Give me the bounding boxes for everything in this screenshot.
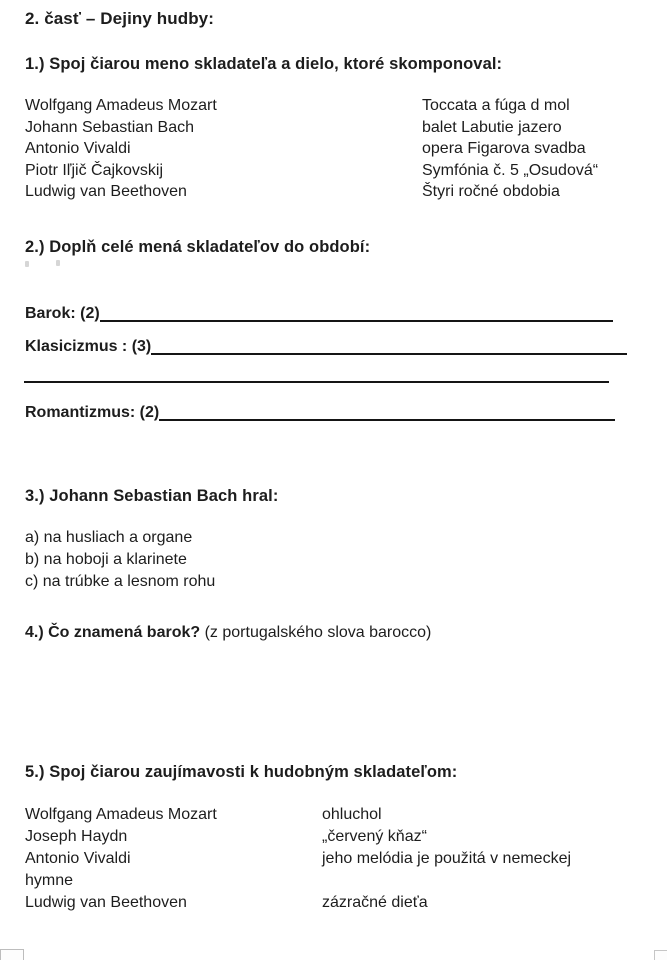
q5-row <box>25 848 645 870</box>
q2-blank-label: Klasicizmus : (3) <box>25 338 152 355</box>
image-resize-handle-left[interactable] <box>0 949 24 960</box>
q3-option-b: b) na hoboji a klarinete <box>25 551 187 568</box>
q5-fact: ohluchol <box>322 806 382 823</box>
cropped-text-artifact <box>25 261 29 267</box>
q1-work: Štyri ročné obdobia <box>422 183 560 200</box>
answer-line-klasicizmus <box>151 353 627 355</box>
answer-line-barok <box>100 320 613 322</box>
image-resize-handle-right[interactable] <box>654 950 667 960</box>
q1-composer: Johann Sebastian Bach <box>25 118 195 136</box>
cropped-text-artifact <box>56 260 60 266</box>
q1-composer: Antonio Vivaldi <box>25 140 131 157</box>
q5-matching-list <box>25 804 645 914</box>
q2-blank-row-barok <box>25 305 613 322</box>
q1-composer-column <box>25 95 217 203</box>
q5-composer: Ludwig van Beethoven <box>25 894 187 911</box>
q2-blank-label: Romantizmus: (2) <box>25 404 160 421</box>
q5-row <box>25 892 645 914</box>
q5-fact: jeho melódia je použitá v nemeckej <box>322 850 572 867</box>
q1-work: balet Labutie jazero <box>422 118 562 136</box>
q4-note: (z portugalského slova barocco) <box>200 624 432 641</box>
q1-work-column <box>422 95 598 203</box>
q5-heading: 5.) Spoj čiarou zaujímavosti k hudobným skladateľom: <box>25 763 458 781</box>
q5-composer: hymne <box>25 872 74 889</box>
q5-row <box>25 870 645 892</box>
q1-heading: 1.) Spoj čiarou meno skladateľa a dielo, ktoré skomponoval: <box>25 55 503 73</box>
q3-option-a: a) na husliach a organe <box>25 529 193 546</box>
q1-work: Toccata a fúga d mol <box>422 97 570 114</box>
q3-heading: 3.) Johann Sebastian Bach hral: <box>25 487 279 505</box>
q5-row <box>25 804 645 826</box>
q1-composer: Ludwig van Beethoven <box>25 183 187 200</box>
q2-blank-label: Barok: (2) <box>25 305 100 322</box>
q5-row <box>25 826 645 848</box>
q5-composer: Antonio Vivaldi <box>25 850 131 867</box>
q1-composer: Piotr Iľjič Čajkovskij <box>25 161 164 179</box>
q5-fact: zázračné dieťa <box>322 894 428 911</box>
q2-blank-row-continuation <box>24 366 609 383</box>
answer-line-continuation <box>24 381 609 383</box>
q1-work: Symfónia č. 5 „Osudová“ <box>422 161 599 179</box>
q1-composer: Wolfgang Amadeus Mozart <box>25 97 217 114</box>
q5-fact: „červený kňaz“ <box>322 828 427 845</box>
page-title: 2. časť – Dejiny hudby: <box>25 9 215 28</box>
q3-option-c: c) na trúbke a lesnom rohu <box>25 573 216 590</box>
q4-heading <box>25 624 431 642</box>
q2-blank-row-romantizmus <box>25 404 615 421</box>
q5-composer: Joseph Haydn <box>25 828 128 845</box>
q5-composer: Wolfgang Amadeus Mozart <box>25 806 217 823</box>
q4-question: 4.) Čo znamená barok? <box>25 624 201 641</box>
q3-options <box>25 527 215 593</box>
q1-work: opera Figarova svadba <box>422 140 586 157</box>
q2-heading: 2.) Doplň celé mená skladateľov do období: <box>25 238 371 256</box>
answer-line-romantizmus <box>159 419 615 421</box>
q2-blank-row-klasicizmus <box>25 338 627 355</box>
q5-fact <box>322 870 645 892</box>
